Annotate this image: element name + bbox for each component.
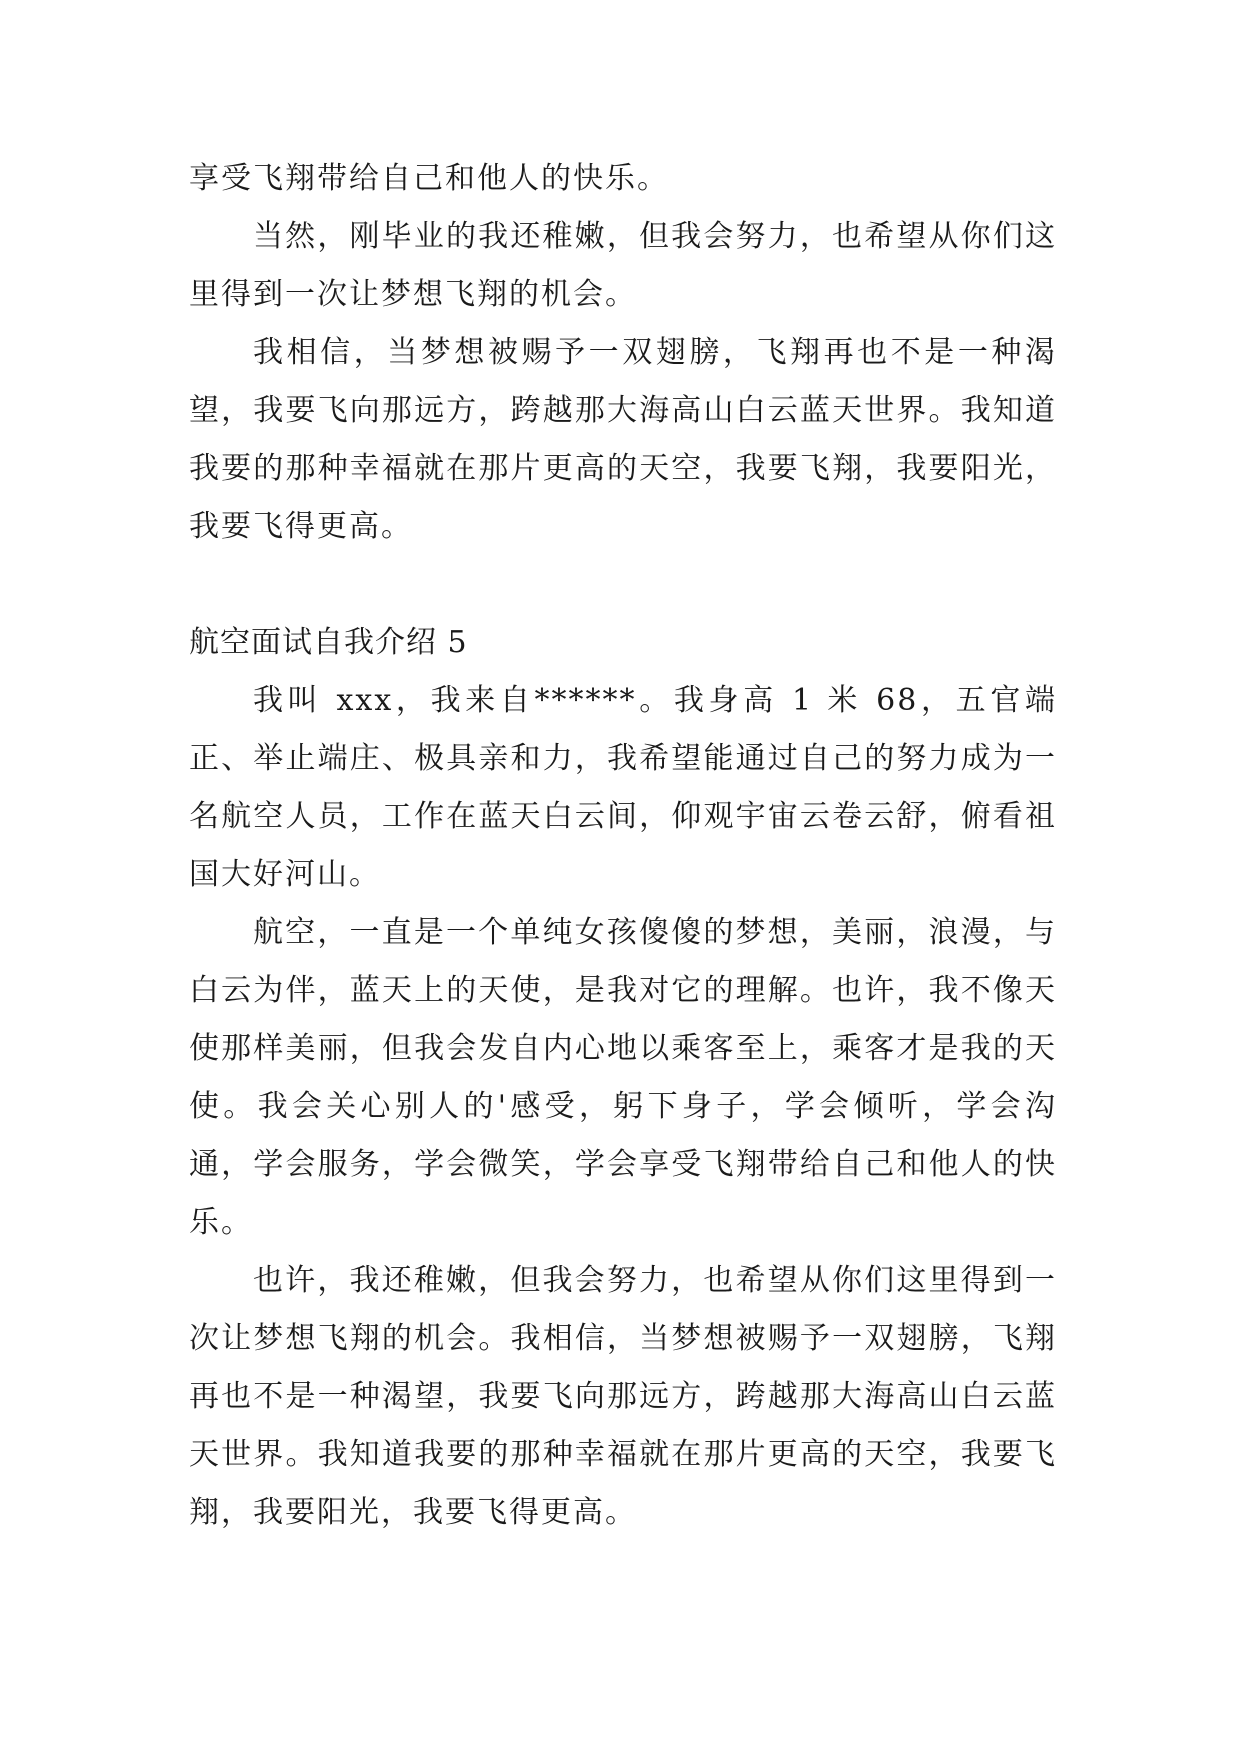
section-title: 航空面试自我介绍 5 [189,625,468,660]
paragraph: 我叫 xxx，我来自******。我身高 1 米 68，五官端正、举止端庄、极具亲和力，我希望能通过自己的努力成为一名航空人员，工作在蓝天白云间，仰观宇宙云卷云舒，俯看祖国大好河山。 [189,683,1057,892]
document-body [189,150,1057,1542]
paragraph: 当然，刚毕业的我还稚嫩，但我会努力，也希望从你们这里得到一次让梦想飞翔的机会。 [189,219,1057,312]
paragraph: 也许，我还稚嫩，但我会努力，也希望从你们这里得到一次让梦想飞翔的机会。我相信，当梦想被赐予一双翅膀，飞翔再也不是一种渴望，我要飞向那远方，跨越那大海高山白云蓝天世界。我知道我要的那种幸福就在那片更高的天空，我要飞翔，我要阳光，我要飞得更高。 [189,1263,1057,1530]
paragraph: 我相信，当梦想被赐予一双翅膀，飞翔再也不是一种渴望，我要飞向那远方，跨越那大海高山白云蓝天世界。我知道我要的那种幸福就在那片更高的天空，我要飞翔，我要阳光，我要飞得更高。 [189,335,1057,544]
paragraph: 航空，一直是一个单纯女孩傻傻的梦想，美丽，浪漫，与白云为伴，蓝天上的天使，是我对它的理解。也许，我不像天使那样美丽，但我会发自内心地以乘客至上，乘客才是我的天使。我会关心别人的'感受，躬下身子，学会倾听，学会沟通，学会服务，学会微笑，学会享受飞翔带给自己和他人的快乐。 [189,915,1057,1240]
paragraph-continuation: 享受飞翔带给自己和他人的快乐。 [189,161,669,196]
